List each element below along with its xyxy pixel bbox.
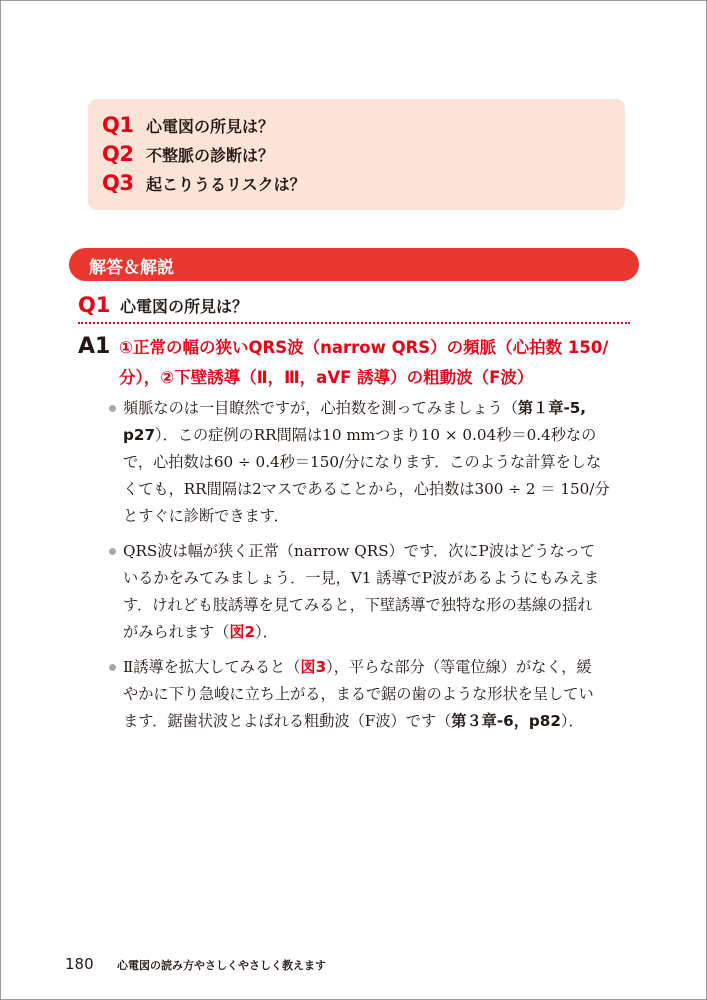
question-box	[88, 99, 625, 210]
chapter-reference: 第１章-5,	[517, 399, 587, 417]
text-span: ）．	[255, 623, 278, 641]
question-row	[102, 142, 274, 172]
explanation-item	[109, 654, 609, 735]
question-text: 心電図の所見は？	[146, 117, 275, 136]
text-span: ）．	[560, 712, 584, 730]
answer-question-heading	[78, 293, 248, 317]
text-line: す．けれども肢誘導を見てみると，下壁誘導で独特な形の基線の揺れ	[123, 596, 593, 614]
answer-line: 分），②下壁誘導（Ⅱ，Ⅲ，aVF 誘導）の粗動波（F波）	[119, 368, 534, 387]
text-line: いるかをみてみましょう．一見，V1 誘導でP波があるようにもみえま	[123, 569, 600, 587]
explanation-item	[109, 538, 609, 646]
section-heading: 解答＆解説	[89, 258, 174, 278]
figure-reference: 図2	[229, 623, 256, 641]
dotted-divider	[78, 322, 630, 324]
answer-question-text: 心電図の所見は？	[120, 297, 249, 316]
text-line	[123, 395, 609, 422]
text-line: で，心拍数は60 ÷ 0.4秒＝150/分になります．このような計算をしな	[123, 453, 602, 471]
text-line: QRS波は幅が狭く正常（narrow QRS）です．次にP波はどうなって	[123, 542, 596, 560]
text-line	[123, 708, 609, 735]
bullet-dot-icon	[109, 548, 116, 555]
answer-number: A1	[78, 334, 111, 359]
text-line: くても，RR間隔は2マスであることから，心拍数は300 ÷ 2 ＝ 150/分	[123, 480, 610, 498]
text-span: がみられます（	[123, 623, 230, 641]
question-row	[102, 171, 306, 201]
bullet-dot-icon	[109, 405, 116, 412]
answer-line: ①正常の幅の狭いQRS波（narrow QRS）の頻脈（心拍数 150/	[119, 338, 609, 357]
chapter-reference: 第３章-6，p82	[451, 712, 561, 730]
question-number: Q2	[102, 142, 134, 166]
question-number: Q3	[102, 171, 134, 195]
question-text: 起こりうるリスクは？	[146, 175, 306, 194]
explanation-item	[109, 395, 609, 530]
text-line	[123, 654, 609, 681]
section-banner	[69, 248, 639, 281]
text-line	[123, 422, 609, 449]
figure-reference: 図3	[300, 658, 327, 676]
answer-summary	[119, 333, 629, 393]
page-number: 180	[65, 955, 94, 973]
text-span: ）．この症例のRR間隔は10 mmつまり10 × 0.04秒＝0.4秒なの	[155, 426, 597, 444]
text-span: 頻脈なのは一目瞭然ですが，心拍数を測ってみましょう（	[123, 399, 518, 417]
text-span: ），平らな部分（等電位線）がなく，緩	[326, 658, 592, 676]
text-span: ます．鋸歯状波とよばれる粗動波（F波）です（	[123, 712, 452, 730]
question-row	[102, 113, 274, 143]
text-span: Ⅱ誘導を拡大してみると（	[123, 658, 301, 676]
text-line: やかに下り急峻に立ち上がる，まるで鋸の歯のような形状を呈してい	[123, 685, 594, 703]
text-line: とすぐに診断できます．	[123, 507, 289, 525]
question-number: Q1	[102, 113, 134, 137]
page-reference: p27	[123, 426, 156, 444]
page-footer	[65, 955, 326, 973]
text-line	[123, 619, 609, 646]
question-text: 不整脈の診断は？	[146, 146, 275, 165]
bullet-dot-icon	[109, 664, 116, 671]
book-title: 心電図の読み方やさしくやさしく教えます	[117, 959, 326, 972]
answer-question-number: Q1	[78, 293, 111, 317]
explanation-list	[109, 395, 609, 743]
